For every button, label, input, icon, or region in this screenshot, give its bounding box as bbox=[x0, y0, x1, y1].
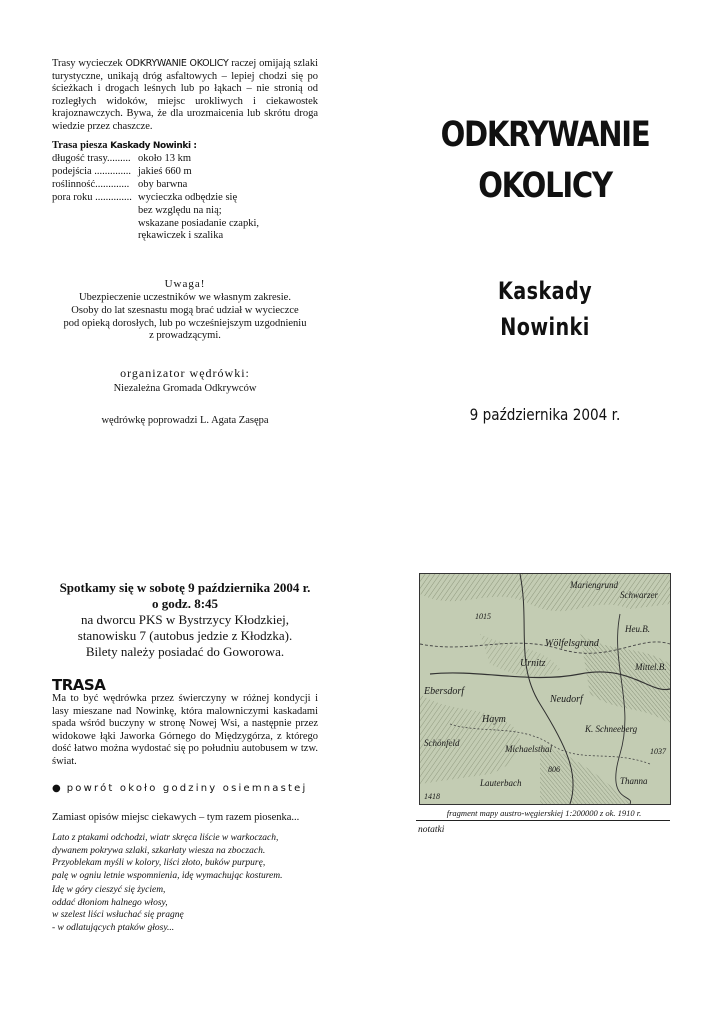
guide-line: wędrówkę poprowadzi L. Agata Zasępa bbox=[101, 415, 269, 426]
poem-line: Lato z ptakami odchodzi, wiatr skręca liście w warkoczach, bbox=[52, 833, 279, 843]
map-label: Neudorf bbox=[550, 694, 583, 705]
song-intro: Zamiast opisów miejsc ciekawych – tym razem piosenka... bbox=[52, 812, 300, 823]
map-image bbox=[420, 574, 670, 804]
map-label: Michaelsthal bbox=[505, 744, 552, 754]
map-label: Thanna bbox=[620, 776, 648, 786]
map-label: K. Schneeberg bbox=[585, 724, 638, 734]
spec-row bbox=[52, 153, 318, 166]
meeting-stand: stanowisku 7 (autobus jedzie z Kłodzka). bbox=[77, 628, 293, 643]
notice-line: Ubezpieczenie uczestników we własnym zakresie. bbox=[79, 292, 291, 303]
map-label: Ebersdorf bbox=[424, 686, 464, 697]
subtitle-line-1: Kaskady bbox=[497, 277, 593, 305]
title-line-1: ODKRYWANIE bbox=[440, 115, 650, 155]
map-label: Mariengrund bbox=[570, 580, 618, 590]
intro-text-start: Trasy wycieczek bbox=[52, 58, 123, 69]
poem-line: Przyoblekam myśli w kolory, liści złoto, buków purpurę, bbox=[52, 858, 266, 869]
poem-line: oddać dłoniom halnego włosy, bbox=[52, 897, 168, 908]
map-label: 1037 bbox=[650, 747, 666, 756]
event-date: 9 października 2004 r. bbox=[469, 405, 621, 424]
map-label: Haym bbox=[482, 714, 506, 725]
spec-key: roślinność............. bbox=[52, 179, 130, 190]
map-label: 1015 bbox=[475, 612, 491, 621]
title-line-2: OKOLICY bbox=[478, 166, 612, 206]
trail-heading-prefix: Trasa piesza bbox=[52, 140, 108, 151]
organizer-label: organizator wędrówki: bbox=[120, 366, 250, 380]
notice-title: Uwaga! bbox=[164, 278, 206, 290]
return-time-text: powrót około godziny osiemnastej bbox=[66, 783, 308, 794]
spec-value: wycieczka odbędzie się bbox=[138, 192, 238, 203]
meeting-info bbox=[52, 580, 318, 660]
meeting-date: Spotkamy się w sobotę 9 października 2004 r. bbox=[59, 580, 311, 595]
meeting-place: na dworcu PKS w Bystrzycy Kłodzkiej, bbox=[81, 612, 289, 627]
map-label: Wölfelsgrund bbox=[545, 638, 599, 649]
map-label: 1418 bbox=[424, 792, 440, 801]
poem-line: w szelest liści wsłuchać się pragnę bbox=[52, 910, 184, 921]
route-heading: TRASA bbox=[52, 676, 106, 694]
intro-paragraph bbox=[52, 58, 318, 134]
trail-heading bbox=[52, 140, 197, 151]
notice-line: pod opieką dorosłych, lub po wcześniejszym uzgodnieniu bbox=[63, 317, 307, 329]
notice-body bbox=[52, 292, 318, 343]
bullet-icon: ● bbox=[52, 783, 61, 794]
map-label: Schwarzer bbox=[620, 590, 658, 600]
spec-value: około 13 km bbox=[138, 153, 192, 164]
spec-extra-line: rękawiczek i szalika bbox=[138, 230, 224, 242]
poem-line: dywanem pokrywa szlaki, szkarłaty wiesza na zboczach. bbox=[52, 845, 266, 856]
meeting-time: o godz. 8:45 bbox=[151, 596, 219, 611]
spec-key: podejścia .............. bbox=[52, 166, 132, 177]
spec-key: pora roku .............. bbox=[52, 192, 132, 203]
notes-label: notatki bbox=[418, 825, 445, 835]
map-label: 806 bbox=[548, 765, 560, 774]
return-time bbox=[52, 783, 318, 794]
spec-value: oby barwna bbox=[138, 179, 188, 190]
spec-value: jakieś 660 m bbox=[138, 166, 192, 177]
map-label: Mittel.B. bbox=[635, 662, 667, 672]
notice-line: z prowadzącymi. bbox=[149, 330, 221, 342]
trail-heading-name: Kaskady Nowinki : bbox=[110, 141, 197, 151]
poem-line: Idę w góry cieszyć się życiem, bbox=[52, 885, 166, 895]
subtitle-line-2: Nowinki bbox=[500, 313, 590, 341]
meeting-tickets: Bilety należy posiadać do Goworowa. bbox=[85, 644, 285, 659]
map-caption: fragment mapy austro-węgierskiej 1:200000 z ok. 1910 r. bbox=[446, 808, 642, 818]
map-label: Urnitz bbox=[520, 658, 546, 669]
organizer-name: Niezależna Gromada Odkrywców bbox=[113, 383, 257, 394]
spec-extra-line: bez względu na nią; bbox=[138, 205, 222, 216]
spec-row bbox=[52, 192, 318, 205]
spec-row bbox=[52, 166, 318, 179]
historic-map bbox=[419, 573, 671, 805]
poem-stanza-1 bbox=[52, 832, 322, 882]
notes-divider bbox=[416, 820, 670, 821]
spec-row bbox=[52, 179, 318, 192]
map-label: Lauterbach bbox=[480, 778, 522, 788]
poem-line: - w odlatujących ptaków głosy... bbox=[52, 922, 175, 933]
map-label: Heu.B. bbox=[625, 624, 650, 634]
route-description: Ma to być wędrówka przez świerczyny w różnej kondycji i lasy mieszane nad Nowinkę, która malowniczymi kaskadami spada wśród buczyny w stronę Nowej Wsi, a następnie przez widokowe łąki Jaworka Górnego do Międzygórza, z którego dość łatwo można wydostać się po południu autobusem w tzw. świat. bbox=[52, 693, 318, 767]
map-label: Schönfeld bbox=[424, 738, 460, 748]
brand-name: ODKRYWANIE OKOLICY bbox=[125, 58, 229, 69]
spec-extra bbox=[138, 205, 259, 243]
poem-stanza-2 bbox=[52, 884, 322, 934]
spec-extra-line: wskazane posiadanie czapki, bbox=[138, 217, 259, 229]
intro-text-rest: raczej omijają szlaki turystyczne, unikają dróg asfaltowych – lepiej chodzi się po ścieżkach i drogach leśnych lub po łąkach – nie stronią od rozległych widoków, miejsc urokliwych i ciekawostek krajoznawczych. Bywa, że dla urozmaicenia lub skrótu droga wiedzie przez chaszcze. bbox=[52, 58, 318, 132]
poem-line: palę w ogniu letnie wspomnienia, idę wymachując kosturem. bbox=[52, 870, 283, 881]
spec-key: długość trasy......... bbox=[52, 153, 131, 164]
notice-line: Osoby do lat szesnastu mogą brać udział w wycieczce bbox=[71, 304, 299, 316]
